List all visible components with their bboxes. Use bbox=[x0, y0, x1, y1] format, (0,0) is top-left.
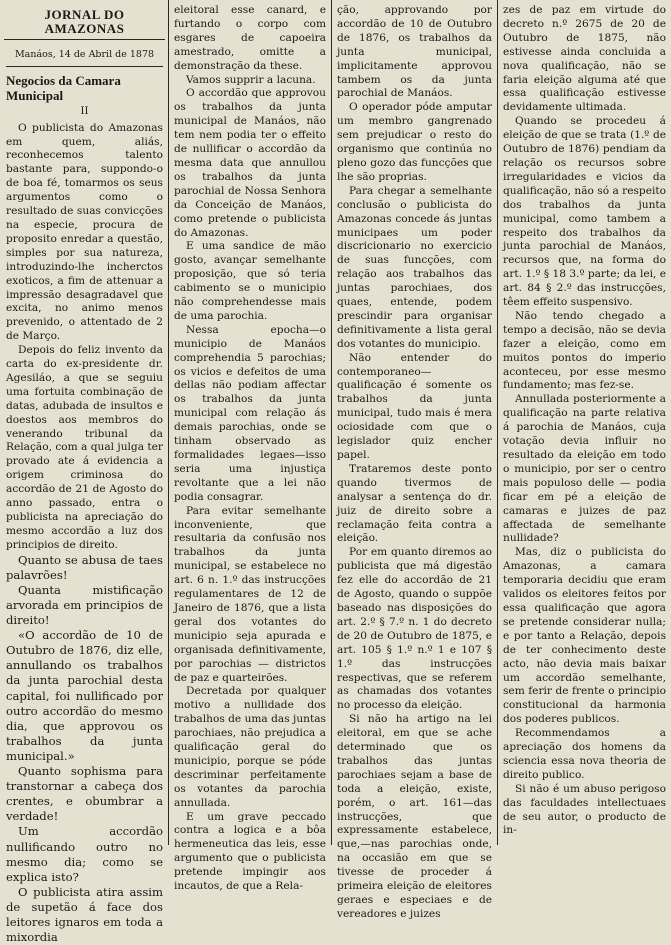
article-heading: Negocios da Camara Municipal bbox=[6, 72, 121, 103]
masthead: JORNAL DO AMAZONAS bbox=[4, 4, 165, 40]
column-4 bbox=[497, 0, 671, 845]
paragraph: Por em quanto diremos ao publicista que má digestão fez elle do accordão de 21 de Agosto, quando o suppõe baseado nas disposições do art. 2.º § 7.º n. 1 do decreto de 20 de Outubro de 1875, e art. 105 § 1.º n.º 1 e 107 § 1.º das instrucções respectivas, que se referem as chamadas dos votantes no processo da eleição. bbox=[337, 546, 492, 712]
paragraph: E uma sandice de mão gosto, avançar semelhante proposição, que só teria cabimento se o municipio não comprehendesse mais de uma parochia. bbox=[174, 240, 326, 322]
paragraph: Não tendo chegado a tempo a decisão, não se devia fazer a eleição, como em muitos pontos do imperio aconteceu, por esse mesmo fundamento; mas fez-se. bbox=[503, 309, 666, 392]
column-3 bbox=[331, 0, 497, 920]
paragraph: O accordão que approvou os trabalhos da junta municipal de Manáos, não tem nem podia ter o effeito de nullificar o accordão da mesma data que annullou os trabalhos da junta parochial de Nossa Senhora da Conceição de Manáos, como pretende o publicista do Amazonas. bbox=[174, 87, 326, 239]
paragraph: Para chegar a semelhante conclusão o publicista do Amazonas concede ás juntas municipaes um poder discricionario no exercicio de suas funcções, com relação aos trabalhos das juntas parochiaes, dos quaes, entende, podem prescindir para organisar definitivamente a lista geral dos votantes do municipio. bbox=[337, 184, 492, 350]
paragraph: Nessa epocha—o municipio de Manáos comprehendia 5 parochias; os vicios e defeitos de uma dellas não podiam affectar os trabalhos da junta municipal com relação ás demais parochias, onde se tinham observado as formalidades legaes—isso seria uma injustiça revoltante que a lei não podia consagrar. bbox=[174, 323, 326, 503]
paragraph: Para evitar semelhante inconveniente, que resultaria da confusão nos trabalhos da junta municipal, se estabelece no art. 6 n. 1.º das instrucções regulamentares de 12 de Janeiro de 1876, que a lista geral dos votantes do municipio seja apurada e organisada definitivamente, por parochias — districtos de paz e quarteirões. bbox=[174, 504, 326, 684]
paragraph: Quanto sophisma para transtornar a cabeça dos crentes, e obumbrar a verdade! bbox=[6, 764, 163, 824]
paragraph: Si não é um abuso perigoso das faculdades intellectuaes de seu autor, o producto de in- bbox=[503, 782, 666, 837]
paragraph: Vamos supprir a lacuna. bbox=[186, 73, 316, 86]
paragraph: eleitoral esse canard, e furtando o corpo com esgares de capoeira amestrado, omitte a demonstração da these. bbox=[174, 4, 326, 72]
paragraph: Um accordão nullificando outro no mesmo dia; como se explica isto? bbox=[6, 824, 163, 884]
paragraph: Mas, diz o publicista do Amazonas, a camara temporaria decidiu que eram validos os eleitores feitos por essa qualificação que agora se pretende considerar nulla; e por tanto a Relação, depois de ter conhecimento deste acto, não devia mais baixar um accordão semelhante, sem ferir de frente o principio constitucional da harmonia dos poderes publicos. bbox=[503, 546, 666, 726]
paragraph: Não entender do contemporaneo—qualificação é somente os trabalhos da junta municipal, tudo mais é mera ociosidade com que o legislador quiz encher papel. bbox=[337, 351, 492, 461]
section-number: II bbox=[80, 105, 89, 117]
paragraph: Quando se procedeu á eleição de que se trata (1.º de Outubro de 1876) pendiam da relação os recursos sobre irregularidades e vicios da qualificação, não só a respeito dos trabalhos da junta municipal, como tambem a respeito dos trabalhos da junta parochial de Manáos, recursos que, na forma do art. 1.º § 18 3.º parte; da lei, e art. 84 § 2.º das instrucções, têem effeito suspensivo. bbox=[503, 115, 666, 309]
column-2 bbox=[168, 0, 331, 893]
paragraph: zes de paz em virtude do decreto n.º 2675 de 20 de Outubro de 1875, não estivesse ainda concluida a nova qualificação, não se faria eleição alguma até que essa qualificação estivesse devidamente ultimada. bbox=[503, 4, 666, 114]
paragraph: Decretada por qualquer motivo a nullidade dos trabalhos de uma das juntas parochiaes, não prejudica a qualificação geral do municipio, porque se póde descriminar perfeitamente os votantes da parochia annullada. bbox=[174, 685, 326, 809]
paragraph: Quanta mistificação arvorada em principios de direito! bbox=[6, 582, 163, 628]
paragraph: O publicista do Amazonas em quem, aliás, reconhecemos talento bastante para, suppondo-o de boa fé, tomarmos os seus argumentos como o resultado de suas convicções na especie, procura de proposito enredar a questão, simples por sua natureza, introduzindo-lhe incherctos exoticos, a fim de attenuar a impressão desagradavel que excita, no animo menos prevenido, o attentado de 2 de Março. bbox=[6, 121, 163, 343]
paragraph: Recommendamos a apreciação dos homens da sciencia essa nova theoria de direito publico. bbox=[503, 727, 666, 781]
paragraph: Quanto se abusa de taes palavrões! bbox=[6, 552, 163, 582]
paragraph: Depois do feliz invento da carta do ex-presidente dr. Agesiláo, a que se seguiu uma fortuita combinação de datas, adubada de insultos e doestos aos membros do venerando tribunal da Relação, com a qual julga ter provado ate á evidencia a origem criminosa do accordão de 21 de Agosto do anno passado, entra o publicista na apreciação do mesmo accordão a luz dos principios de direito. bbox=[6, 344, 163, 551]
paragraph: ção, approvando por accordão de 10 de Outubro de 1876, os trabalhos da junta municipal, implicitamente approvou tambem os da junta parochial de Manáos. bbox=[337, 4, 492, 100]
paragraph: O operador póde amputar um membro gangrenado sem prejudicar o resto do organismo que continúa no pleno gozo das funcções que lhe são proprias. bbox=[337, 101, 492, 183]
paragraph: O publicista atira assim de supetão á face dos leitores ignaros em toda a mixordia bbox=[6, 884, 163, 945]
dateline: Manáos, 14 de Abril de 1878 bbox=[6, 48, 163, 67]
column-1 bbox=[0, 0, 168, 945]
paragraph: Trataremos deste ponto quando tivermos de analysar a sentença do dr. juiz de direito sobre a reclamação feita contra a eleição. bbox=[337, 462, 492, 545]
paragraph: E um grave peccado contra a logica e a bôa hermeneutica das leis, esse argumento que o publicista pretende impingir aos incautos, de que a Rela- bbox=[174, 810, 326, 893]
paragraph: «O accordão de 10 de Outubro de 1876, diz elle, annullando os trabalhos da junta parochial desta capital, foi nullificado por outro accordão do mesmo dia, que approvou os trabalhos da junta municipal.» bbox=[6, 628, 163, 763]
paragraph: Annullada posteriormente a qualificação na parte relativa á parochia de Manáos, cuja votação devia influir no resultado da eleição em todo o municipio, por ser o centro mais populoso delle — podia ficar em pé a eleição de camaras e juizes de paz affectada de semelhante nullidade? bbox=[503, 393, 666, 545]
paragraph: Si não ha artigo na lei eleitoral, em que se ache determinado que os trabalhos das juntas parochiaes sejam a base de toda a eleição, existe, porém, o art. 161—das instrucções, que expressamente estabelece, que,—nas parochias onde, na occasião em que se tivesse de proceder á primeira eleição de eleitores geraes e especiaes e de vereadores e juizes bbox=[337, 713, 492, 920]
